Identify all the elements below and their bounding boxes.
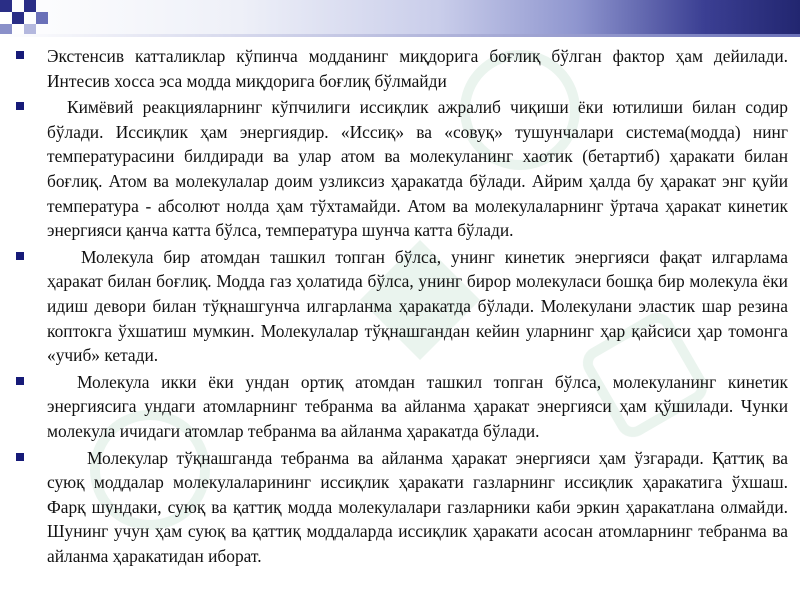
bullet-paragraph xyxy=(14,245,788,368)
square-bullet-icon xyxy=(16,51,24,59)
bullet-paragraph xyxy=(14,446,788,569)
square-bullet-icon xyxy=(16,102,24,110)
header-band xyxy=(0,0,800,34)
bullet-paragraph xyxy=(14,370,788,444)
paragraph-text: Молекула икки ёки ундан ортиқ атомдан ташкил топган бўлса, молекуланинг кинетик энергиясига ундаги атомларнинг тебранма ва айланма ҳаракат энергияси ҳам қўшилади. Чунки молекула ичидаги атомлар тебранма ва айланма ҳаракатда бўлади. xyxy=(47,371,788,441)
paragraph-text: Молекула бир атомдан ташкил топган бўлса, унинг кинетик энергияси фақат илгарлама ҳаракат билан боғлиқ. Модда газ ҳолатида бўлса, унинг бирор молекуласи бошқа бир молекула ёки идиш девори билан тўқнашгунча илгарланма ҳаракатда бўлади. Молекулани эластик шар резина коптокга ўхшатиш мумкин. Молекулалар тўқнашгандан кейин уларнинг ҳар қайсиси ҳар томонга «учиб» кетади. xyxy=(47,246,788,366)
bullet-paragraph xyxy=(14,44,788,93)
square-bullet-icon xyxy=(16,453,24,461)
square-bullet-icon xyxy=(16,252,24,260)
bullet-paragraph xyxy=(14,95,788,243)
paragraph-text: Экстенсив катталиклар кўпинча модданинг миқдорига боғлиқ бўлган фактор ҳам дейилади. Интесив хосса эса модда миқдорига боғлиқ бўлмайди xyxy=(47,46,788,91)
header-rule xyxy=(0,34,800,37)
square-bullet-icon xyxy=(16,377,24,385)
paragraph-text: Кимёвий реакцияларнинг кўпчилиги иссиқлик ажралиб чиқиши ёки ютилиши билан содир бўлади. Иссиқлик ҳам энергиядир. «Иссиқ» ва «совуқ» тушунчалари система(модда) нинг температурасини билдиради ва улар атом ва молекуланинг хаотик (бетартиб) ҳаракати билан боғлиқ. Атом ва молекулалар доим узликсиз ҳаракатда бўлади. Айрим ҳалда бу ҳаракат энг қуйи температура - абсолют нолда ҳам тўхтамайди. Атом ва молекулаларнинг ўртача ҳаракат кинетик энергияси қанча катта бўлса, температура шунча катта бўлади. xyxy=(47,97,788,241)
checker-decoration xyxy=(0,0,60,34)
slide-content xyxy=(14,44,788,569)
paragraph-text: Молекулар тўқнашганда тебранма ва айланма ҳаракат энергияси ҳам ўзгаради. Қаттиқ ва суюқ моддалар молекулаларининг иссиқлик ҳаракати газларнинг иссиқлик ҳаракатига ўхшаш. Фарқ шундаки, суюқ ва қаттиқ модда молекулалари газларники каби эркин ҳаракатлана олмайди. Шунинг учун ҳам суюқ ва қаттиқ моддаларда иссиқлик ҳаракати асосан атомларнинг тебранма ва айланма ҳаракатидан иборат. xyxy=(47,447,788,566)
